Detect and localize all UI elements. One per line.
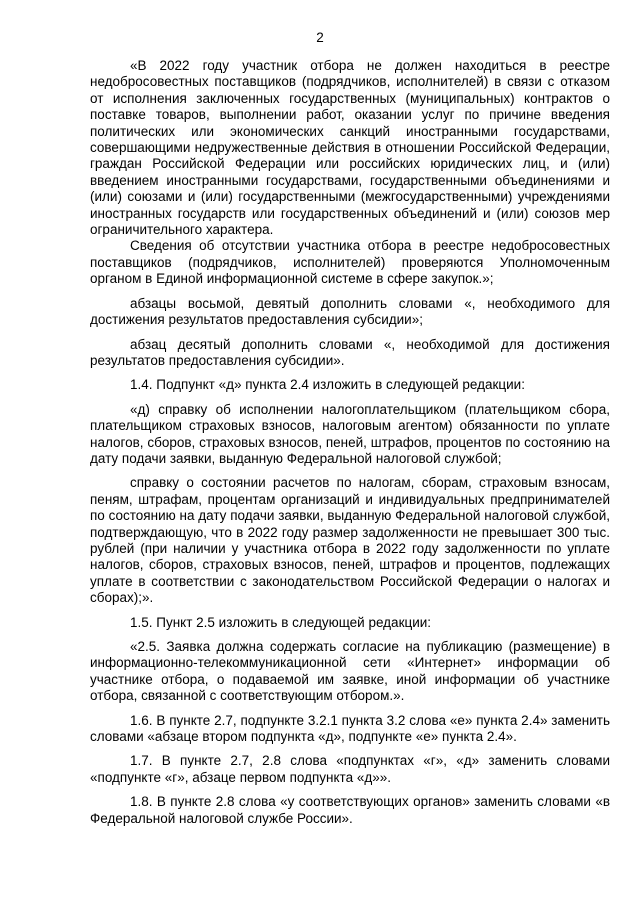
paragraph-amend-10: абзац десятый дополнить словами «, необходимой для достижения результатов предоставления субсидии». xyxy=(90,336,610,368)
paragraph-section-1-7: 1.7. В пункте 2.7, 2.8 слова «подпунктах «г», «д» заменить словами «подпункте «г», абзаце первом подпункта «д»». xyxy=(90,753,610,785)
paragraph-section-1-5: 1.5. Пункт 2.5 изложить в следующей редакции: xyxy=(130,614,432,630)
page-number: 2 xyxy=(316,30,324,45)
document-body xyxy=(90,58,610,827)
paragraph-amend-8-9: абзацы восьмой, девятый дополнить словами «, необходимого для достижения результатов предоставления субсидии»; xyxy=(90,295,610,328)
paragraph-subitem-d: «д) справку об исполнении налогоплательщиком (плательщиком сбора, плательщиком страховых взносов, налоговым агентом) обязанности по уплате налогов, сборов, страховых взносов, пеней, штрафов, процентов по состоянию на дату подачи заявки, выданную Федеральной налоговой службой; xyxy=(90,401,610,466)
paragraph-section-1-4: 1.4. Подпункт «д» пункта 2.4 изложить в следующей редакции: xyxy=(130,377,525,393)
paragraph-tax-certificate: справку о состоянии расчетов по налогам, сборам, страховым взносам, пеням, штрафам, процентам организаций и индивидуальных предпринимателей по состоянию на дату подачи заявки, выданную Федеральной налоговой службой, подтверждающую, что в 2022 году размер задолженности не превышает 300 тыс. рублей (при наличии у участника отбора в 2022 году задолженности по уплате налогов, сборов, страховых взносов, пеней, штрафов и процентов, подлежащих уплате в соответствии с законодательством Российской Федерации о налогах и сборах);». xyxy=(90,475,610,606)
paragraph-item-2-5: «2.5. Заявка должна содержать согласие на публикацию (размещение) в информационно-телекоммуникационной сети «Интернет» информации об участнике отбора, о подаваемой им заявке, иной информации об участнике отбора, связанной с соответствующим отбором.». xyxy=(90,639,610,704)
paragraph-section-1-6: 1.6. В пункте 2.7, подпункте 3.2.1 пункта 3.2 слова «е» пункта 2.4» заменить словами «абзаце втором подпункта «д», подпункте «е» пункта 2.4». xyxy=(90,712,610,745)
paragraph-section-1-8: 1.8. В пункте 2.8 слова «у соответствующих органов» заменить словами «в Федеральной налоговой службе России». xyxy=(90,794,610,826)
paragraph-registry-check: Сведения об отсутствии участника отбора в реестре недобросовестных поставщиков (подрядчиков, исполнителей) проверяются Уполномоченным органом в Единой информационной системе в сфере закупок.»; xyxy=(90,238,610,287)
paragraph-registry-requirement: «В 2022 году участник отбора не должен находиться в реестре недобросовестных поставщиков (подрядчиков, исполнителей) в связи с отказом от исполнения заключенных государственных (муниципальных) контрактов о поставке товаров, выполнении работ, оказании услуг по причине введения политических или экономических санкций иностранными государствами, совершающими недружественные действия в отношении Российской Федерации, граждан Российской Федерации или российских юридических лиц, и (или) введением иностранными государствами, государственными объединениями и (или) союзами и (или) государственными (межгосударственными) учреждениями иностранных государств или государственных объединений и (или) союзов мер ограничительного характера. xyxy=(90,58,610,238)
